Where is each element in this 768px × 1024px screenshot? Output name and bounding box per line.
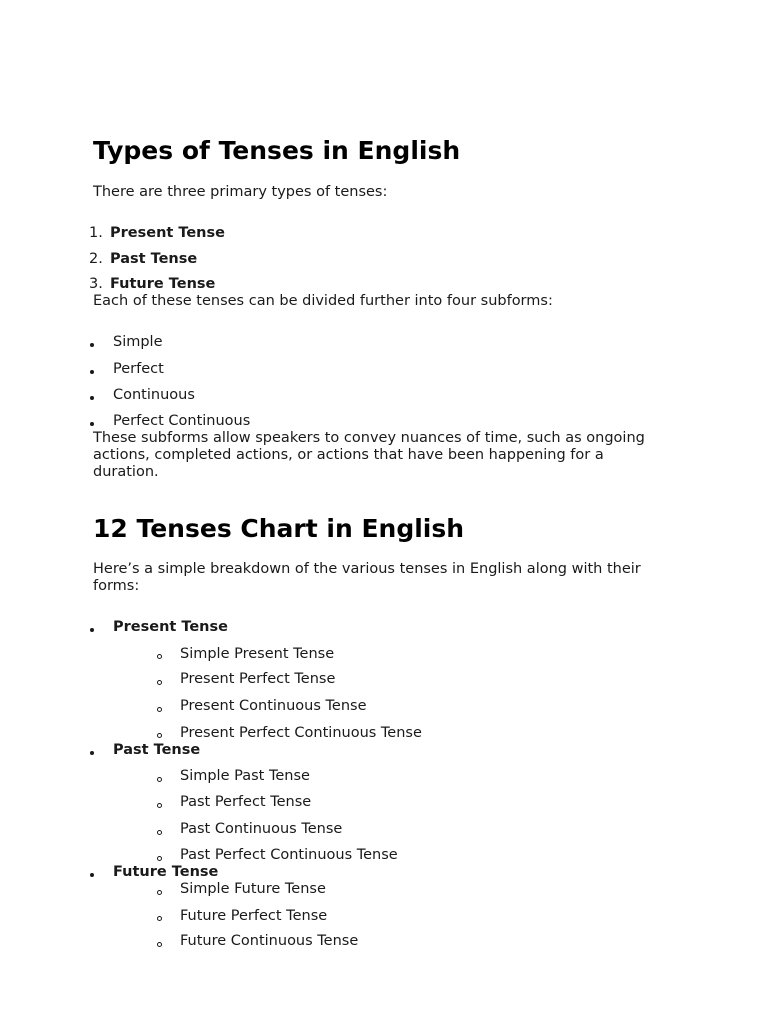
intro-paragraph: There are three primary types of tenses: [93, 184, 388, 200]
bullet-icon [90, 343, 94, 347]
sub-list-item: Future Perfect Tense [180, 908, 328, 924]
closing-paragraph: These subforms allow speakers to convey nuances of time, such as ongoing actions, completed actions, or actions that have been happening for a duration. [93, 430, 645, 480]
section-title-types-of-tenses: Types of Tenses in English [93, 136, 461, 165]
circle-bullet-icon [157, 830, 162, 835]
sub-list-item: Simple Present Tense [180, 646, 335, 662]
subforms-intro-paragraph: Each of these tenses can be divided further into four subforms: [93, 293, 553, 309]
circle-bullet-icon [157, 856, 162, 861]
sub-list-item: Present Perfect Continuous Tense [180, 725, 422, 741]
sub-list-item: Future Continuous Tense [180, 933, 359, 949]
list-item-label: Future Tense [110, 276, 216, 292]
bullet-icon [90, 370, 94, 374]
circle-bullet-icon [157, 733, 162, 738]
list-item-label: Past Tense [110, 251, 198, 267]
circle-bullet-icon [157, 777, 162, 782]
list-number: 1. [89, 225, 103, 241]
numbered-item [89, 276, 215, 293]
circle-bullet-icon [157, 803, 162, 808]
sub-list-item: Simple Future Tense [180, 881, 326, 897]
list-item: Perfect Continuous [113, 413, 251, 429]
list-item-label: Present Tense [110, 225, 225, 241]
numbered-item [89, 225, 225, 242]
group-label-past: Past Tense [113, 742, 201, 758]
sub-list-item: Present Continuous Tense [180, 698, 367, 714]
sub-list-item: Past Continuous Tense [180, 821, 343, 837]
bullet-icon [90, 751, 94, 755]
list-number: 3. [89, 276, 103, 292]
group-label-present: Present Tense [113, 619, 228, 635]
chart-intro-paragraph: Here’s a simple breakdown of the various tenses in English along with their forms: [93, 561, 641, 594]
sub-list-item: Past Perfect Tense [180, 794, 312, 810]
list-number: 2. [89, 251, 103, 267]
sub-list-item: Present Perfect Tense [180, 671, 336, 687]
bullet-icon [90, 628, 94, 632]
bullet-icon [90, 873, 94, 877]
circle-bullet-icon [157, 916, 162, 921]
circle-bullet-icon [157, 942, 162, 947]
sub-list-item: Past Perfect Continuous Tense [180, 847, 398, 863]
sub-list-item: Simple Past Tense [180, 768, 310, 784]
bullet-icon [90, 422, 94, 426]
circle-bullet-icon [157, 890, 162, 895]
list-item: Continuous [113, 387, 195, 403]
bullet-icon [90, 396, 94, 400]
list-item: Simple [113, 334, 163, 350]
circle-bullet-icon [157, 680, 162, 685]
circle-bullet-icon [157, 707, 162, 712]
section-title-tenses-chart: 12 Tenses Chart in English [93, 514, 465, 543]
circle-bullet-icon [157, 654, 162, 659]
numbered-item [89, 251, 197, 268]
list-item: Perfect [113, 361, 164, 377]
group-label-future: Future Tense [113, 864, 219, 880]
